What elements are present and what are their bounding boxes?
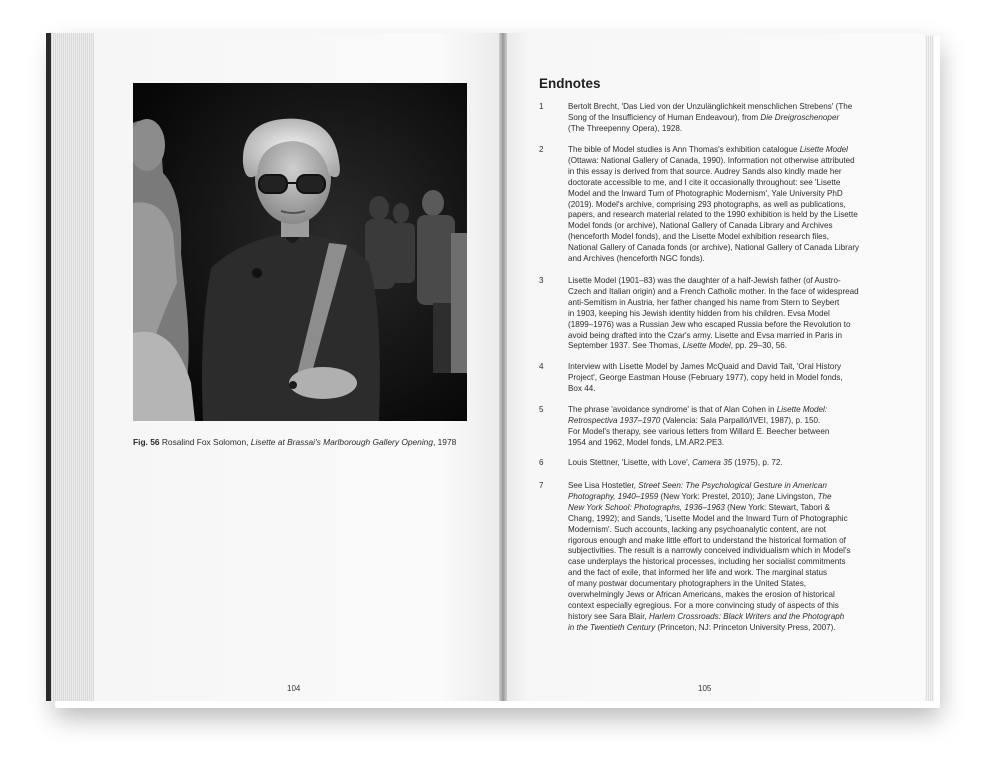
endnote-title-italic: Camera 35 — [692, 458, 733, 467]
endnotes-heading: Endnotes — [539, 76, 601, 91]
endnote-text: Modernism'. Such accounts, lacking any psychoanalytic content, are not — [568, 524, 826, 534]
endnote-number: 1 — [539, 102, 544, 111]
endnote-text: Louis Stettner, 'Lisette, with Love', — [568, 458, 693, 467]
endnote-text: Model and the Inward Turn of Photographic Modernism', Yale University PhD — [568, 188, 843, 198]
endnote-text: (The Threepenny Opera), 1928. — [568, 123, 683, 133]
endnote-line — [568, 221, 833, 232]
endnote-number: 3 — [539, 276, 544, 285]
endnote-line — [568, 405, 827, 416]
endnote-text: Box 44. — [568, 383, 596, 393]
endnote-text: subjectivities. The result is a narrowly conceived individualism which in Model's — [568, 546, 851, 556]
endnote-text: doctorate accessible to me, and I cite it occasionally throughout: see 'Lisette — [568, 177, 841, 187]
endnote-text: case underplays the historical processes, including her socialist commitments — [568, 557, 846, 567]
endnote-line — [568, 503, 830, 514]
endnote-text: Lisette Model (1901–83) was the daughter of a half-Jewish father (of Austro- — [568, 276, 841, 285]
endnote-text: , pp. 29–30, 56. — [730, 341, 787, 351]
endnote-text: (2019). Model's archive, comprising 293 photographs, as well as publications, — [568, 199, 846, 209]
endnote-text: Interview with Lisette Model by James McQuaid and David Tait, 'Oral History — [568, 362, 842, 371]
endnote-line — [568, 298, 839, 309]
page-number-right: 105 — [698, 684, 712, 693]
endnote-text: Bertolt Brecht, 'Das Lied von der Unzulänglichkeit menschlichen Strebens' (The — [568, 102, 853, 111]
endnote-number: 2 — [539, 145, 544, 154]
endnote-line — [568, 254, 705, 265]
endnote-line — [568, 525, 826, 536]
endnote-text: context especially egregious. For a more convincing study of aspects of this — [568, 600, 839, 610]
endnote-title-italic: Lisette Model — [799, 145, 848, 154]
endnote-text: and Archives (henceforth NGC fonds). — [568, 254, 705, 263]
caption-year: , 1978 — [433, 437, 457, 447]
endnote-text: Chang, 1992); and Sands, 'Lisette Model and the Inward Turn of Photographic — [568, 513, 848, 523]
figure-number: Fig. 56 — [133, 437, 160, 447]
endnote-number: 6 — [539, 458, 544, 467]
endnote-line — [568, 612, 844, 623]
page-edges-right — [925, 36, 934, 701]
endnote-line — [568, 276, 841, 287]
endnote-text: The bible of Model studies is Ann Thomas's exhibition catalogue — [568, 145, 800, 154]
endnote-text: (Valencia: Sala Parpalló/IVEI, 1987), p. 150. — [660, 415, 821, 425]
endnote-line — [568, 536, 846, 547]
endnote-line — [568, 331, 842, 342]
endnote-number: 4 — [539, 362, 544, 371]
endnote-text: in this essay is derived from that source. Audrey Sands also kindly made her — [568, 166, 842, 176]
endnote-text: Song of the Insufficiency of Human Endeavour), from — [568, 112, 761, 122]
endnote-line — [568, 102, 852, 113]
endnote-text: of many postwar documentary photographers in the United States, — [568, 579, 806, 589]
endnote-line — [568, 384, 595, 395]
endnote-text: (New York: Stewart, Tabori & — [724, 502, 831, 512]
endnote-title-italic: The — [817, 491, 832, 501]
caption-title: Lisette at Brassai's Marlborough Gallery Opening — [250, 437, 433, 447]
endnote-title-italic: Die Dreigroschenoper — [760, 112, 840, 122]
endnote-text: The phrase 'avoidance syndrome' is that of Alan Cohen in — [568, 405, 777, 414]
endnote-line — [568, 287, 859, 298]
endnote-text: For Model's therapy, see various letters from Willard E. Beecher between — [568, 426, 830, 436]
endnote-text: rigorous enough and make little effort to understand the historical formation of — [568, 535, 846, 545]
endnote-text: (Princeton, NJ: Princeton University Press, 2007). — [655, 622, 836, 632]
endnote-text: and the fact of exile, that informed her life and work. The marginal status — [568, 568, 827, 578]
endnote-line — [568, 373, 843, 384]
endnote-line — [568, 458, 783, 469]
endnote-text: See Lisa Hostetler, — [568, 481, 639, 490]
endnote-line — [568, 200, 846, 211]
endnote-line — [568, 320, 851, 331]
page-edges-left — [46, 33, 94, 701]
endnote-line — [568, 427, 829, 438]
endnote-text: National Gallery of Canada fonds (or archive), National Gallery of Canada Library — [568, 243, 860, 253]
endnote-line — [568, 210, 858, 221]
endnote-number: 5 — [539, 405, 544, 414]
endnote-line — [568, 156, 855, 167]
book-gutter — [499, 33, 507, 701]
endnote-line — [568, 481, 827, 492]
endnote-line — [568, 243, 859, 254]
figure-photograph — [133, 83, 467, 421]
endnote-text: (Ottawa: National Gallery of Canada, 1990). Information not otherwise attributed — [568, 155, 855, 165]
endnote-title-italic: Lisette Model — [682, 341, 731, 351]
endnote-text: Project', George Eastman House (February 1977), copy held in Model fonds, — [568, 372, 843, 382]
photo-illustration — [133, 83, 467, 421]
endnote-line — [568, 546, 851, 557]
endnote-line — [568, 167, 842, 178]
endnote-text: overwhelmingly Jews or African Americans, makes the erosion of historical — [568, 590, 835, 599]
endnote-text: September 1937. See Thomas, — [568, 341, 683, 351]
endnote-text: papers, and research material related to the 1990 exhibition is held by the Lisette — [568, 210, 858, 220]
endnote-line — [568, 623, 836, 634]
endnote-title-italic: New York School: Photographs, 1936–1963 — [568, 502, 725, 512]
endnote-text: avoid being drafted into the Czar's army. Lisette and Evsa married in Paris in — [568, 330, 843, 340]
endnote-text: 1954 and 1962, Model fonds, LM.AR2.PE3. — [568, 437, 725, 447]
endnote-line — [568, 309, 830, 320]
endnote-text: Model fonds (or archive), National Gallery of Canada Library and Archives — [568, 221, 833, 231]
endnote-title-italic: in the Twentieth Century — [568, 622, 656, 632]
book-cover-edge — [46, 33, 51, 701]
endnote-line — [568, 601, 839, 612]
endnote-number: 7 — [539, 481, 544, 490]
figure-caption — [133, 437, 473, 448]
endnote-line — [568, 124, 682, 135]
endnote-title-italic: Lisette Model: — [776, 405, 828, 414]
endnote-line — [568, 189, 843, 200]
endnote-text: Czech and Italian origin) and a French Catholic mother. In the face of widespread — [568, 286, 859, 296]
page-number-left: 104 — [287, 684, 301, 693]
endnote-title-italic: Photography, 1940–1959 — [568, 491, 659, 501]
endnote-line — [568, 145, 848, 156]
endnote-line — [568, 113, 839, 124]
endnote-title-italic: Retrospectiva 1937–1970 — [568, 415, 661, 425]
endnote-text: (New York: Prestel, 2010); Jane Livingston, — [658, 491, 818, 501]
endnote-text: anti-Semitism in Austria, her father changed his name from Stern to Seybert — [568, 297, 840, 307]
endnote-title-italic: Harlem Crossroads: Black Writers and the Photograph — [648, 611, 845, 621]
endnote-text: (1899–1976) was a Russian Jew who escaped Russia before the Revolution to — [568, 319, 851, 329]
endnote-line — [568, 557, 846, 568]
endnote-line — [568, 514, 848, 525]
endnote-text: (henceforth Model fonds), and the Lisette Model exhibition research files, — [568, 232, 829, 242]
endnote-line — [568, 579, 806, 590]
endnote-line — [568, 362, 841, 373]
endnote-line — [568, 438, 724, 449]
endnote-line — [568, 590, 835, 601]
endnote-line — [568, 232, 829, 243]
endnote-line — [568, 416, 820, 427]
endnote-line — [568, 178, 840, 189]
endnote-text: (1975), p. 72. — [732, 458, 783, 467]
endnote-title-italic: Street Seen: The Psychological Gesture in American — [638, 481, 827, 490]
endnote-line — [568, 568, 827, 579]
endnote-text: history see Sara Blair, — [568, 611, 649, 621]
endnote-line — [568, 492, 832, 503]
endnote-text: in 1903, keeping his Jewish identity hidden from his children. Evsa Model — [568, 308, 830, 318]
endnote-line — [568, 341, 787, 352]
caption-photographer: Rosalind Fox Solomon, — [161, 437, 249, 447]
